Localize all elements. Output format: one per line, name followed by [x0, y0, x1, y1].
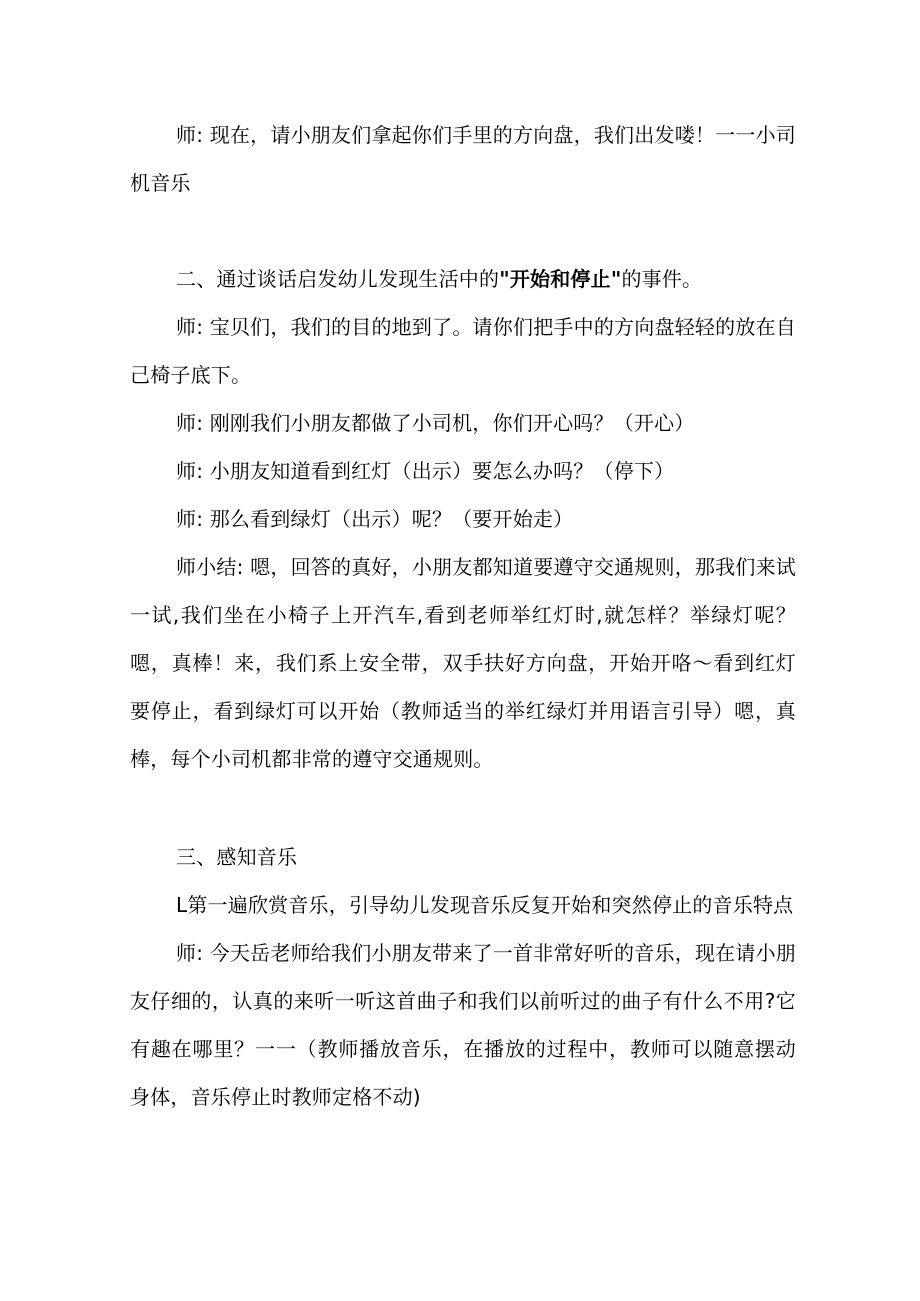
paragraph-driving-music: 师: 现在，请小朋友们拿起你们手里的方向盘，我们出发喽！一一小司机音乐 — [130, 123, 796, 195]
paragraph-destination: 师: 宝贝们，我们的目的地到了。请你们把手中的方向盘轻轻的放在自己椅子底下。 — [130, 315, 796, 387]
section-heading-two — [130, 255, 796, 303]
paragraph-first-listening: L第一遍欣赏音乐，引导幼儿发现音乐反复开始和突然停止的音乐特点 — [176, 893, 794, 917]
paragraph-green-light: 师: 那么看到绿灯（出示）呢？（要开始走） — [176, 507, 574, 531]
section-heading-two-bold: "开始和停止" — [499, 267, 622, 291]
paragraph-red-light: 师: 小朋友知道看到红灯（出示）要怎么办吗？（停下） — [176, 459, 675, 483]
paragraph-happy-question: 师: 刚刚我们小朋友都做了小司机，你们开心吗？（开心） — [176, 411, 695, 435]
section-heading-three: 三、感知音乐 — [176, 845, 298, 869]
section-heading-two-prefix: 二、通过谈话启发幼儿发现生活中的 — [176, 267, 500, 291]
section-heading-two-suffix: 的事件。 — [621, 267, 703, 291]
paragraph-teacher-summary: 师小结: 嗯，回答的真好，小朋友都知道要遵守交通规则，那我们来试一试,我们坐在小椅子上开汽车,看到老师举红灯时,就怎样？举绿灯呢？嗯，真棒！来，我们系上安全带，双手扶好方向盘，开始开咯〜看到红灯要停止，看到绿灯可以开始（教师适当的举红绿灯并用语言引导）嗯，真棒，每个小司机都非常的遵守交通规则。 — [130, 555, 796, 771]
paragraph-teacher-music: 师: 今天岳老师给我们小朋友带来了一首非常好听的音乐，现在请小朋友仔细的，认真的来听一听这首曲子和我们以前听过的曲子有什么不用?它有趣在哪里？一一（教师播放音乐，在播放的过程中，教师可以随意摆动身体，音乐停止时教师定格不动) — [130, 941, 796, 1109]
